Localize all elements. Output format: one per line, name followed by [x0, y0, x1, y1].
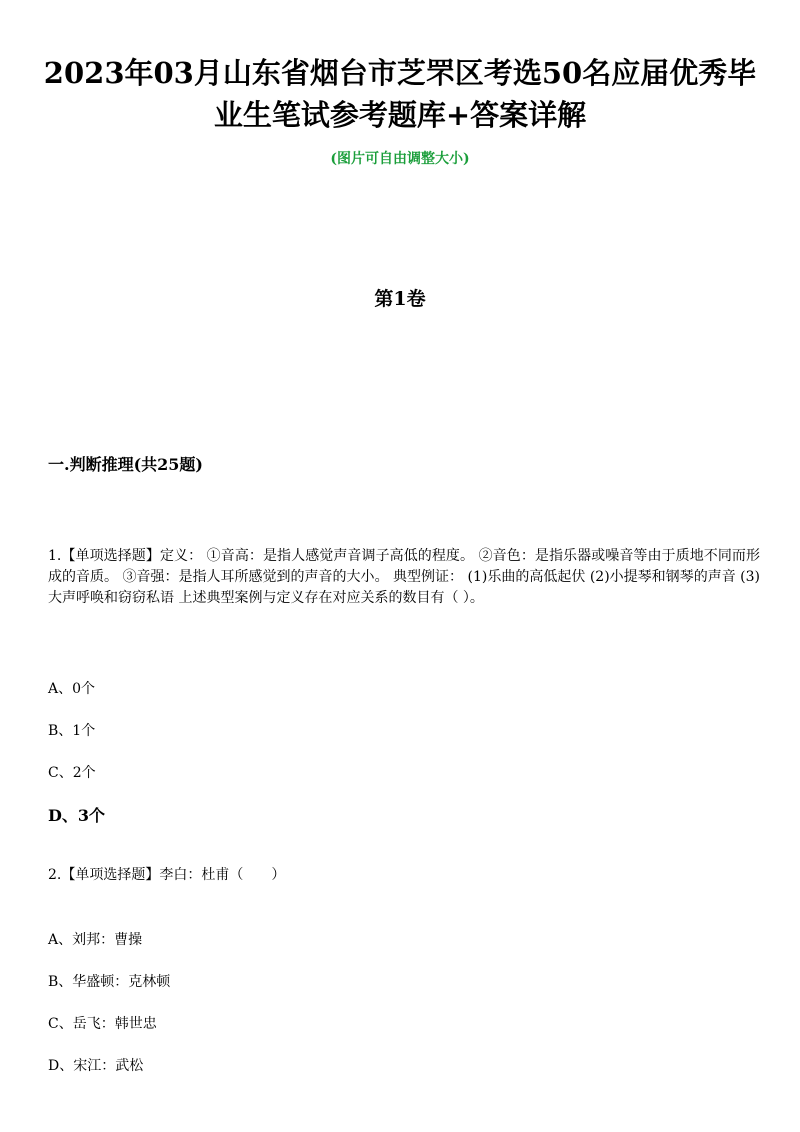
- page-title: 2023年03月山东省烟台市芝罘区考选50名应届优秀毕业生笔试参考题库+答案详解: [43, 56, 757, 132]
- question-1-option-d: D、3个: [48, 806, 106, 825]
- image-resize-note: (图片可自由调整大小): [330, 151, 470, 167]
- question-2-option-c: C、岳飞：韩世忠: [48, 1016, 157, 1032]
- question-2-option-a: A、刘邦：曹操: [48, 932, 143, 948]
- question-1-option-a: A、0个: [48, 681, 96, 697]
- question-2-option-b: B、华盛顿：克林顿: [48, 974, 171, 990]
- question-2-option-d: D、宋江：武松: [48, 1058, 144, 1074]
- question-1-stem: 1.【单项选择题】定义： ①音高：是指人感觉声音调子高低的程度。 ②音色：是指乐器或噪音等由于质地不同而形成的音质。 ③音强：是指人耳所感觉到的声音的大小。 典型例证： (1)乐曲的高低起伏 (2)小提琴和钢琴的声音 (3)大声呼唤和窃窃私语 上述典型案例与定义存在对应关系的数目有（ ）。: [48, 548, 760, 606]
- question-1-option-b: B、1个: [48, 723, 96, 739]
- section-heading: 一.判断推理(共25题): [48, 455, 203, 474]
- question-1-option-c: C、2个: [48, 765, 96, 781]
- volume-heading: 第1卷: [374, 288, 426, 310]
- question-2-stem: 2.【单项选择题】李白：杜甫（ ）: [48, 867, 286, 883]
